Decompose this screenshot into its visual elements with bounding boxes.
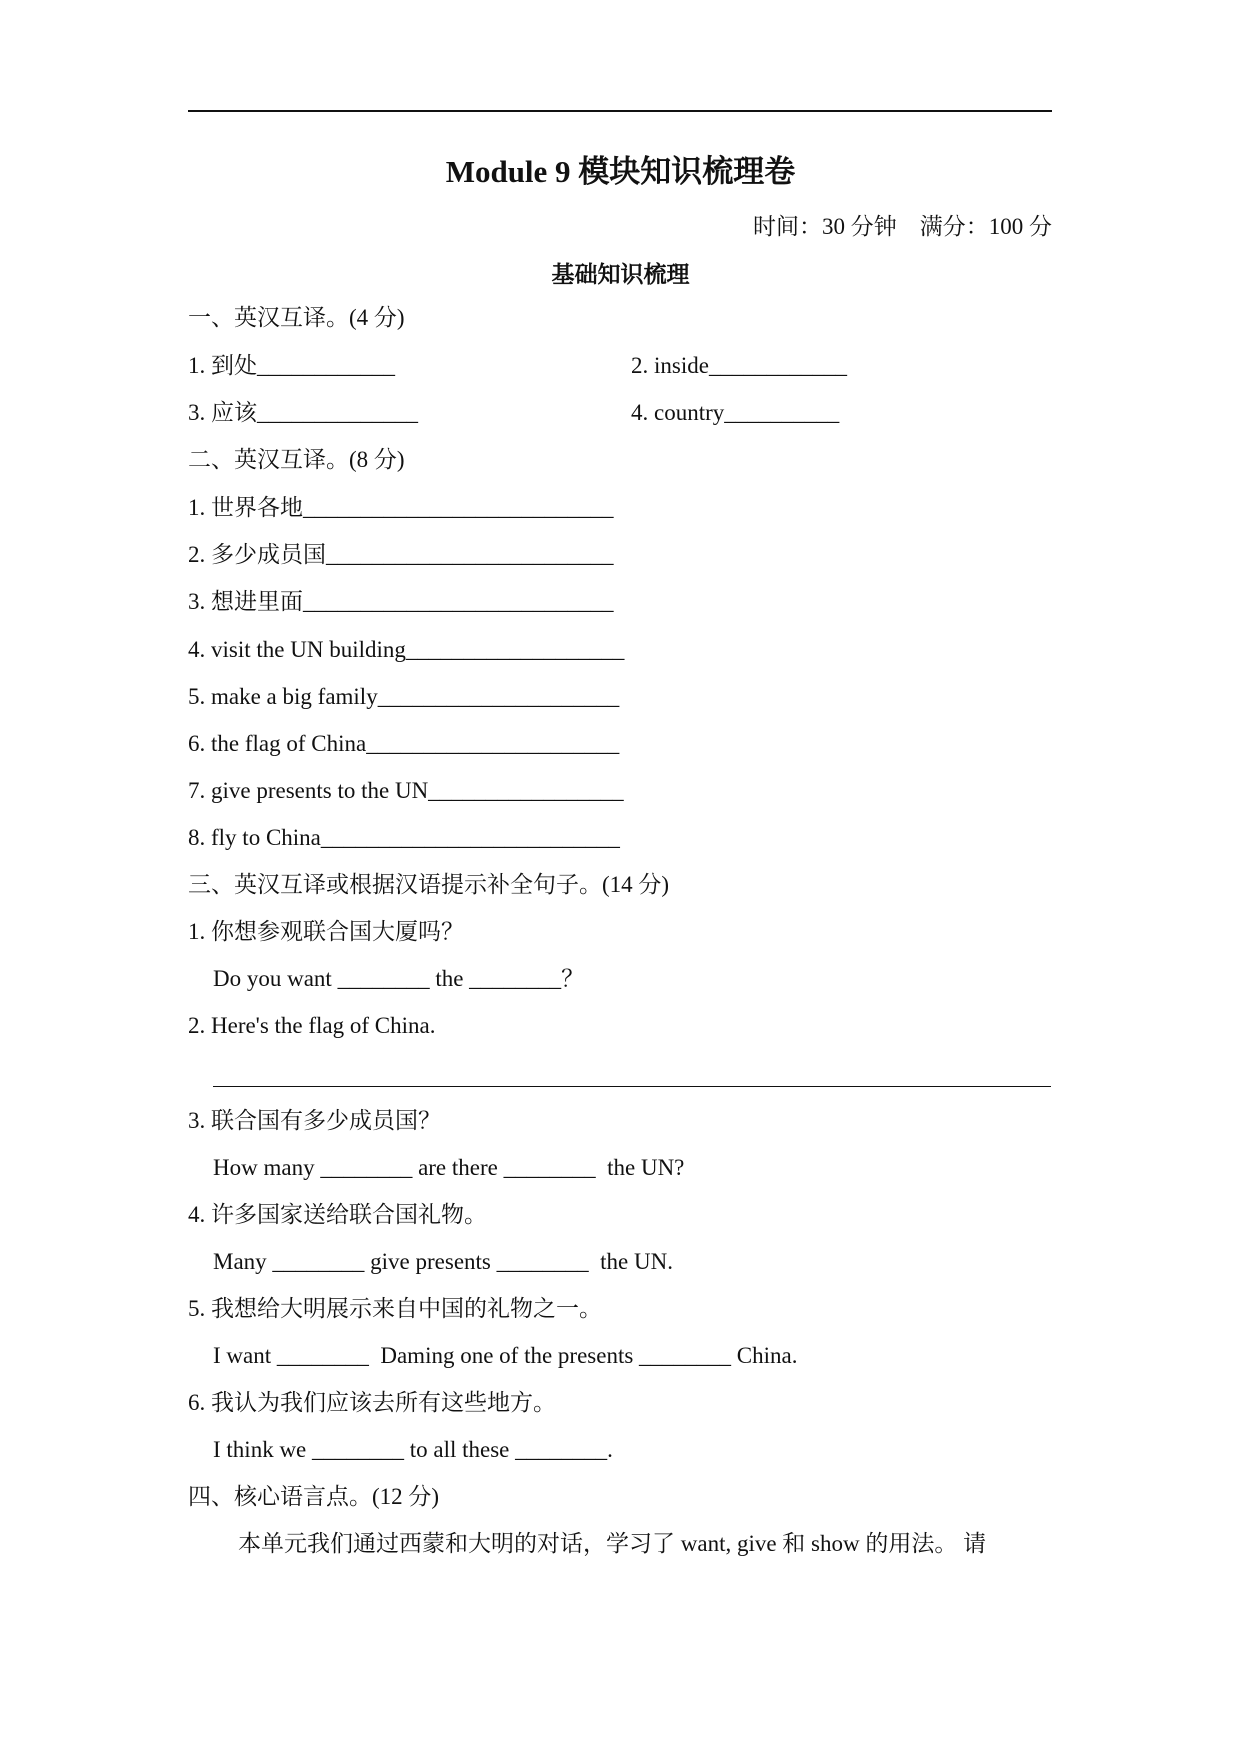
part1-item-3: 3. 应该______________ [188,400,418,425]
part2-item-4: 4. visit the UN building___________________ [188,637,625,662]
time-score-info: 时间：30 分钟 满分：100 分 [753,214,1052,239]
part3-question-6: 6. 我认为我们应该去所有这些地方。 [188,1390,556,1415]
part3-answer-3: How many ________ are there ________ the UN? [213,1155,685,1180]
part2-item-3: 3. 想进里面___________________________ [188,589,614,614]
part3-question-3: 3. 联合国有多少成员国？ [188,1108,441,1133]
part3-question-4: 4. 许多国家送给联合国礼物。 [188,1202,487,1227]
part3-question-2: 2. Here's the flag of China. [188,1013,436,1038]
part2-item-1: 1. 世界各地___________________________ [188,495,614,520]
page-title: Module 9 模块知识梳理卷 [445,154,796,189]
part3-answer-1: Do you want ________ the ________？ [213,966,585,991]
part1-item-2: 2. inside____________ [631,353,847,378]
part2-heading: 二、英汉互译。(8 分) [188,447,405,472]
part2-item-8: 8. fly to China__________________________ [188,825,620,850]
part2-item-2: 2. 多少成员国_________________________ [188,542,614,567]
part3-question-5: 5. 我想给大明展示来自中国的礼物之一。 [188,1296,602,1321]
part1-heading: 一、英汉互译。(4 分) [188,305,405,330]
part2-item-6: 6. the flag of China______________________ [188,731,620,756]
part1-item-1: 1. 到处____________ [188,353,395,378]
part3-answer-6: I think we ________ to all these ________. [213,1437,613,1462]
part4-paragraph: 本单元我们通过西蒙和大明的对话，学习了 want, give 和 show 的用法。 请 [238,1531,987,1556]
part3-answer-5: I want ________ Daming one of the presents ________ China. [213,1343,798,1368]
top-rule [188,110,1052,112]
part2-item-5: 5. make a big family_____________________ [188,684,620,709]
part2-item-7: 7. give presents to the UN_________________ [188,778,624,803]
part1-item-4: 4. country__________ [631,400,840,425]
section-title: 基础知识梳理 [551,262,690,287]
part4-heading: 四、核心语言点。(12 分) [188,1484,440,1509]
part3-question-1: 1. 你想参观联合国大厦吗？ [188,919,464,944]
part3-heading: 三、英汉互译或根据汉语提示补全句子。(14 分) [188,872,670,897]
part3-answer-4: Many ________ give presents ________ the UN. [213,1249,673,1274]
answer-blank-line [213,1086,1051,1087]
